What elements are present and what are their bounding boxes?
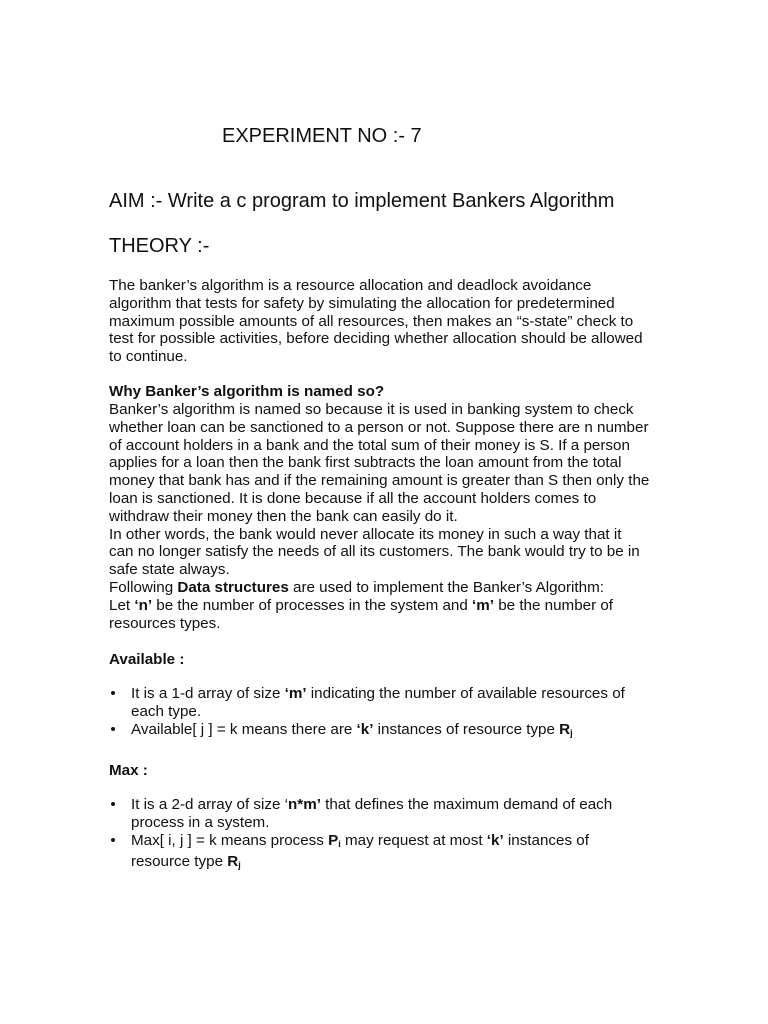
max-list xyxy=(109,796,709,875)
intro-line: test for possible activities, before deciding whether allocation should be allowed xyxy=(109,330,643,348)
data-structures-line xyxy=(109,579,709,597)
b-cont: each type. xyxy=(131,702,202,720)
let-m: ‘m’ xyxy=(472,596,494,614)
ds-bold: Data structures xyxy=(177,578,289,596)
let-line-2: resources types. xyxy=(109,614,221,632)
b-cont: resource type xyxy=(131,853,228,871)
b-cont: process in a system. xyxy=(131,813,270,831)
bullet-icon: • xyxy=(110,720,116,738)
intro-line: maximum possible amounts of all resources, then makes an “s-state” check to xyxy=(109,312,634,330)
list-item xyxy=(109,832,709,876)
b-text: It is a 2-d array of size ‘ xyxy=(131,796,288,813)
let-line xyxy=(109,597,709,615)
why-heading: Why Banker’s algorithm is named so? xyxy=(109,383,385,400)
why-line: Banker’s algorithm is named so because it is used in banking system to check xyxy=(109,401,634,418)
theory-heading: THEORY :- xyxy=(109,235,210,257)
bullet-icon: • xyxy=(110,796,116,813)
b-bold: ‘m’ xyxy=(284,685,307,702)
process-symbol: P xyxy=(328,831,339,849)
why-line: of account holders in a bank and the total sum of their money is S. If a person xyxy=(109,436,630,454)
let-post: be the number of xyxy=(493,596,614,614)
resource-subscript: j xyxy=(570,727,573,738)
b-text: instances of xyxy=(503,831,589,849)
let-n: ‘n’ xyxy=(134,596,153,614)
why-line: loan is sanctioned. It is done because if all the account holders comes to xyxy=(109,489,597,507)
available-heading: Available : xyxy=(109,651,185,668)
why-line: withdraw their money then the bank can easily do it. xyxy=(109,507,458,525)
resource-symbol: R xyxy=(227,853,239,871)
aim-line: AIM :- Write a c program to implement Bankers Algorithm xyxy=(109,190,615,212)
why-paragraph xyxy=(109,401,709,632)
resource-symbol: R xyxy=(559,720,571,738)
b-bold: ‘k’ xyxy=(486,831,504,849)
b-text: Available[ j ] = k means there are xyxy=(131,720,357,738)
ds-pre: Following xyxy=(109,578,178,596)
why-line: whether loan can be sanctioned to a person or not. Suppose there are n number xyxy=(109,418,649,436)
b-bold: n*m’ xyxy=(288,796,321,813)
available-list xyxy=(109,685,709,742)
b-text: It is a 1-d array of size xyxy=(131,685,285,702)
list-item xyxy=(109,796,709,832)
intro-line: algorithm that tests for safety by simulating the allocation for predetermined xyxy=(109,294,615,312)
let-pre: Let xyxy=(109,596,135,614)
b-text: may request at most xyxy=(340,831,487,849)
intro-line: to continue. xyxy=(109,348,188,366)
b-text: indicating the number of available resources of xyxy=(306,685,625,702)
why-line: money that bank has and if the remaining amount is greater than S then only the xyxy=(109,472,650,490)
intro-paragraph xyxy=(109,277,709,366)
let-mid: be the number of processes in the system and xyxy=(152,596,473,614)
b-text: instances of resource type xyxy=(373,720,560,738)
max-heading: Max : xyxy=(109,762,148,779)
why-line: applies for a loan then the bank first subtracts the loan amount from the total xyxy=(109,454,622,472)
b-text: that defines the maximum demand of each xyxy=(320,796,613,813)
bullet-icon: • xyxy=(110,685,116,702)
experiment-title: EXPERIMENT NO :- 7 xyxy=(222,125,422,147)
list-item xyxy=(109,721,709,743)
b-text: Max[ i, j ] = k means process xyxy=(131,831,329,849)
process-subscript: i xyxy=(338,838,341,849)
intro-line: The banker’s algorithm is a resource allocation and deadlock avoidance xyxy=(109,277,592,294)
ds-post: are used to implement the Banker’s Algorithm: xyxy=(288,578,604,596)
why-line: In other words, the bank would never allocate its money in such a way that it xyxy=(109,525,622,543)
list-item xyxy=(109,685,709,721)
resource-subscript: j xyxy=(238,860,241,871)
why-line: can no longer satisfy the needs of all its customers. The bank would try to be in xyxy=(109,543,640,561)
b-bold: ‘k’ xyxy=(356,720,374,738)
why-line: safe state always. xyxy=(109,561,230,579)
bullet-icon: • xyxy=(110,831,116,849)
